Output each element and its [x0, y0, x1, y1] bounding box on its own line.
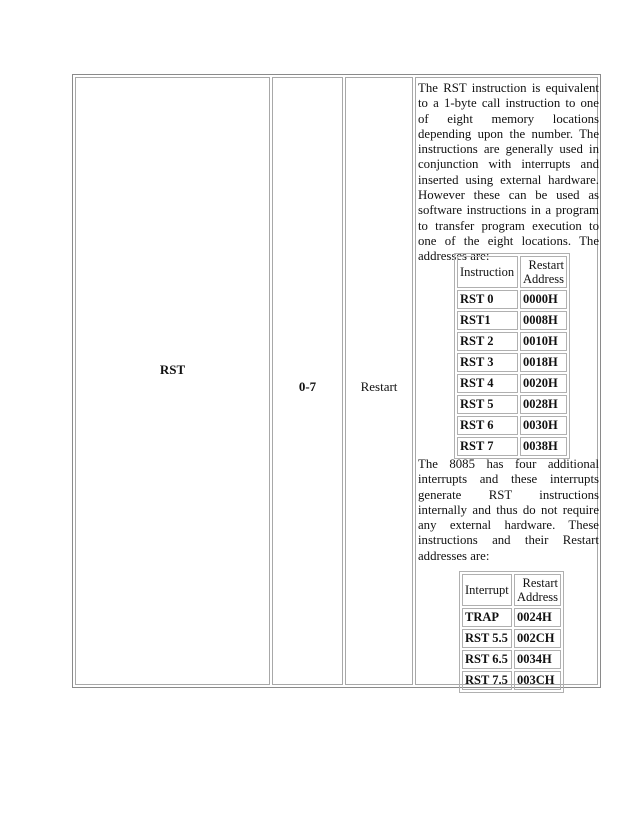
table-row	[457, 353, 567, 372]
instr-cell: RST 7	[457, 437, 518, 456]
addr-cell: 003CH	[514, 671, 561, 690]
table-header-row	[457, 256, 567, 288]
addr-cell: 0000H	[520, 290, 567, 309]
table-row	[457, 395, 567, 414]
table-row	[457, 374, 567, 393]
opcode-text: 0-7	[298, 379, 317, 394]
table-row	[457, 437, 567, 456]
table-row	[462, 671, 561, 690]
mnemonic-cell	[75, 77, 270, 685]
instr-cell: RST 5	[457, 395, 518, 414]
instr-cell: RST 2	[457, 332, 518, 351]
instruction-table	[72, 74, 601, 688]
details-paragraph-1: The RST instruction is equivalent to a 1-byte call instruction to one of eight memory locations depending upon the number. The instructions are generally used in conjunction with interrupts and inserted using external hardware. However these can be used as software instructions in a program to transfer program execution to one of the eight locations. The addresses are:	[418, 81, 599, 264]
addr-cell: 0034H	[514, 650, 561, 669]
header-address-line: Address	[523, 272, 564, 286]
restart-address-table	[454, 253, 570, 459]
interrupt-cell: RST 7.5	[462, 671, 512, 690]
table-row	[457, 332, 567, 351]
instr-cell: RST 4	[457, 374, 518, 393]
addr-cell: 0020H	[520, 374, 567, 393]
interrupt-address-table	[459, 571, 564, 693]
interrupt-cell: RST 6.5	[462, 650, 512, 669]
table-header-row	[462, 574, 561, 606]
header-restart-address	[520, 256, 567, 288]
table-row	[462, 629, 561, 648]
header-restart-line: Restart	[528, 258, 564, 272]
instr-cell: RST 0	[457, 290, 518, 309]
description-cell	[345, 77, 413, 685]
addr-cell: 0038H	[520, 437, 567, 456]
interrupt-cell: TRAP	[462, 608, 512, 627]
addr-cell: 0008H	[520, 311, 567, 330]
table-row	[457, 290, 567, 309]
addr-cell: 0030H	[520, 416, 567, 435]
header-address-line: Address	[517, 590, 558, 604]
header-restart-line: Restart	[522, 576, 558, 590]
instr-cell: RST 3	[457, 353, 518, 372]
table-row	[457, 311, 567, 330]
instr-cell: RST1	[457, 311, 518, 330]
description-text: Restart	[360, 379, 398, 394]
addr-cell: 0028H	[520, 395, 567, 414]
table-row	[462, 650, 561, 669]
table-row	[462, 608, 561, 627]
header-restart-address	[514, 574, 561, 606]
header-interrupt: Interrupt	[462, 574, 512, 606]
table-row	[457, 416, 567, 435]
addr-cell: 0010H	[520, 332, 567, 351]
opcode-cell	[272, 77, 343, 685]
addr-cell: 002CH	[514, 629, 561, 648]
mnemonic-text: RST	[159, 362, 186, 377]
header-instruction: Instruction	[457, 256, 518, 288]
details-paragraph-2: The 8085 has four additional interrupts and these interrupts generate RST instructions internally and thus do not require any external hardware. These instructions and their Restart addresses are:	[418, 457, 599, 563]
instr-cell: RST 6	[457, 416, 518, 435]
details-cell	[415, 77, 598, 685]
addr-cell: 0018H	[520, 353, 567, 372]
addr-cell: 0024H	[514, 608, 561, 627]
interrupt-cell: RST 5.5	[462, 629, 512, 648]
